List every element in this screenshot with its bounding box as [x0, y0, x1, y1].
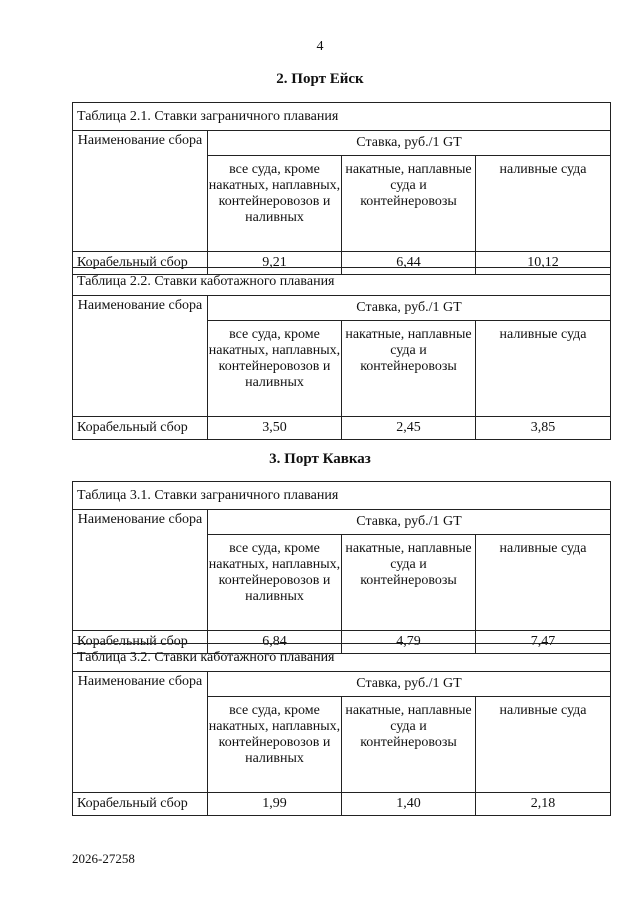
table-caption: Таблица 3.1. Ставки заграничного плавания	[73, 482, 611, 510]
row-label: Корабельный сбор	[73, 252, 208, 275]
rate-value: 9,21	[208, 252, 342, 275]
table-caption: Таблица 3.2. Ставки каботажного плавания	[73, 644, 611, 672]
rates-table	[72, 102, 611, 275]
rate-header: Ставка, руб./1 GT	[208, 131, 611, 156]
rate-header: Ставка, руб./1 GT	[208, 672, 611, 697]
rate-header: Ставка, руб./1 GT	[208, 510, 611, 535]
column-header: накатные, наплавные суда и контейнеровозы	[342, 697, 476, 793]
fee-name-header: Наименование сбора	[73, 510, 208, 631]
rates-table	[72, 481, 611, 654]
column-header: все суда, кроме накатных, наплавных, контейнеровозов и наливных	[208, 535, 342, 631]
fee-name-header: Наименование сбора	[73, 672, 208, 793]
column-header: все суда, кроме накатных, наплавных, контейнеровозов и наливных	[208, 697, 342, 793]
rate-value: 2,18	[476, 793, 611, 816]
column-header: наливные суда	[476, 156, 611, 252]
page-number: 4	[316, 39, 324, 54]
fee-name-header: Наименование сбора	[73, 131, 208, 252]
rate-value: 1,99	[208, 793, 342, 816]
column-header: наливные суда	[476, 535, 611, 631]
column-header: накатные, наплавные суда и контейнеровозы	[342, 156, 476, 252]
column-header: накатные, наплавные суда и контейнеровозы	[342, 321, 476, 417]
rate-value: 6,84	[208, 631, 342, 654]
column-header: все суда, кроме накатных, наплавных, контейнеровозов и наливных	[208, 156, 342, 252]
rate-value: 2,45	[342, 417, 476, 440]
rate-value: 7,47	[476, 631, 611, 654]
rate-value: 1,40	[342, 793, 476, 816]
column-header: наливные суда	[476, 697, 611, 793]
rates-table	[72, 643, 611, 816]
column-header: все суда, кроме накатных, наплавных, контейнеровозов и наливных	[208, 321, 342, 417]
rate-header: Ставка, руб./1 GT	[208, 296, 611, 321]
rates-table	[72, 267, 611, 440]
fee-name-header: Наименование сбора	[73, 296, 208, 417]
column-header: наливные суда	[476, 321, 611, 417]
section-title-port-kavkaz: 3. Порт Кавказ	[269, 451, 371, 467]
row-label: Корабельный сбор	[73, 417, 208, 440]
rate-value: 6,44	[342, 252, 476, 275]
table-caption: Таблица 2.2. Ставки каботажного плавания	[73, 268, 611, 296]
rate-value: 4,79	[342, 631, 476, 654]
row-label: Корабельный сбор	[73, 631, 208, 654]
section-title-port-yeysk: 2. Порт Ейск	[276, 71, 364, 87]
column-header: накатные, наплавные суда и контейнеровозы	[342, 535, 476, 631]
document-code: 2026-27258	[72, 851, 135, 866]
rate-value: 10,12	[476, 252, 611, 275]
rate-value: 3,50	[208, 417, 342, 440]
table-caption: Таблица 2.1. Ставки заграничного плавания	[73, 103, 611, 131]
row-label: Корабельный сбор	[73, 793, 208, 816]
rate-value: 3,85	[476, 417, 611, 440]
